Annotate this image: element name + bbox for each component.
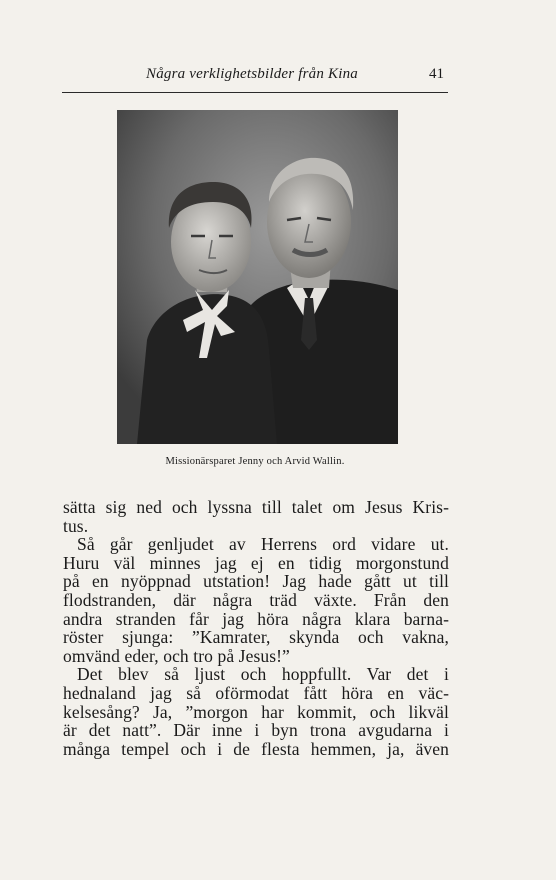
body-line: Så går genljudet av Herrens ord vidare ut. <box>77 534 449 555</box>
page-number: 41 <box>429 66 444 82</box>
running-head <box>62 66 448 90</box>
body-line: omvänd eder, och tro på Jesus!” <box>63 645 290 666</box>
body-line: sätta sig ned och lyssna till talet om Jesus Kris- <box>63 497 449 517</box>
body-line: kelsesång? Ja, ”morgon har kommit, och likväl <box>63 701 449 722</box>
body-line: flodstranden, där några träd växte. Från den <box>63 589 449 610</box>
body-line: Det blev så ljust och hoppfullt. Var det i <box>77 664 449 685</box>
portrait-illustration <box>117 110 398 444</box>
portrait-photo <box>117 110 398 444</box>
body-text <box>63 498 449 758</box>
body-line: är det natt”. Där inne i byn trona avgudarna i <box>63 720 449 741</box>
body-line: på en nyöppnad utstation! Jag hade gått ut till <box>63 571 449 592</box>
header-rule <box>62 92 448 93</box>
body-line: hednaland jag så oförmodat fått höra en väc- <box>63 682 449 703</box>
body-line: Huru väl minnes jag ej en tidig morgonstund <box>63 552 449 573</box>
running-title: Några verklighetsbilder från Kina <box>146 66 359 82</box>
body-line: tus. <box>63 515 89 536</box>
body-line: andra stranden får jag höra några klara barna- <box>63 608 449 629</box>
photo-caption: Missionärsparet Jenny och Arvid Wallin. <box>165 456 345 467</box>
body-line: röster sjunga: ”Kamrater, skynda och vakna, <box>63 627 449 648</box>
body-line: många tempel och i de flesta hemmen, ja, även <box>63 738 449 759</box>
